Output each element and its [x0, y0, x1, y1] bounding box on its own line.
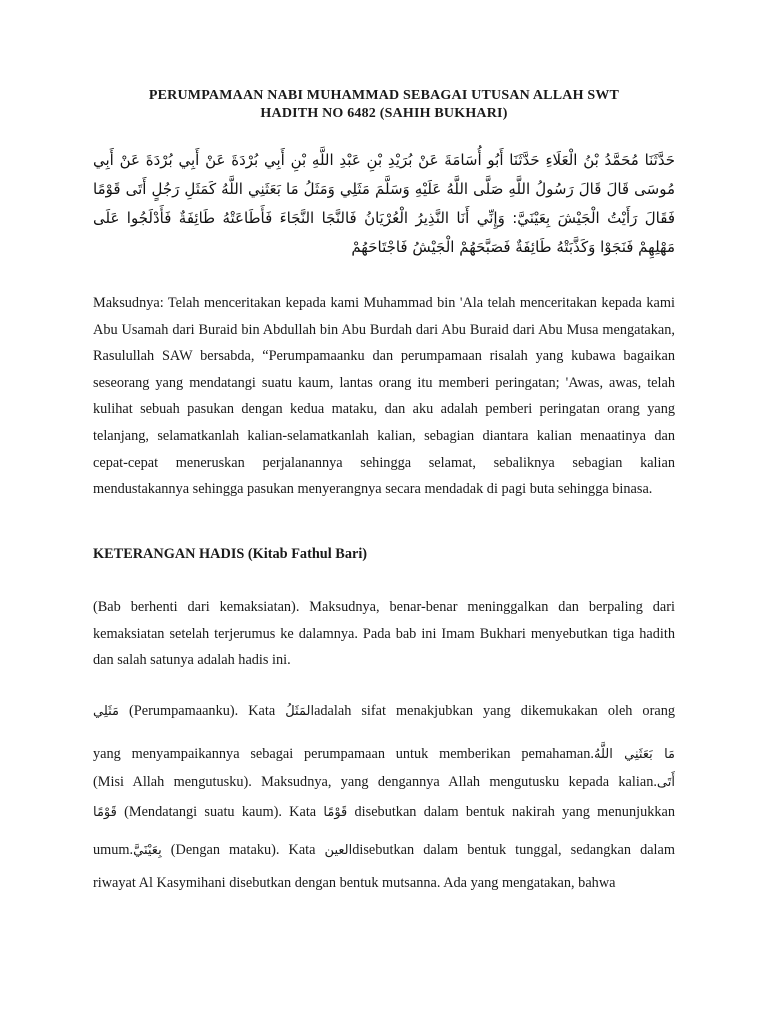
explanation-text: disebutkan dalam bentuk nakirah yang menunjukkan	[347, 804, 676, 820]
arabic-term: قَوْمًا	[323, 805, 348, 820]
explanation-text: (Perumpamaanku). Kata	[119, 703, 286, 719]
explanation-line-1	[93, 703, 675, 720]
arabic-term: أَتَى	[656, 775, 675, 790]
arabic-term: مَثَلِي	[93, 704, 120, 719]
keterangan-heading: KETERANGAN HADIS (Kitab Fathul Bari)	[93, 546, 368, 562]
explanation-text: adalah sifat menakjubkan yang dikemukakan oleh orang	[314, 703, 675, 719]
explanation-line-2	[93, 746, 675, 763]
explanation-text: disebutkan dalam bentuk tunggal, sedangkan dalam	[352, 842, 675, 858]
explanation-line-4	[93, 804, 675, 821]
explanation-text: riwayat Al Kasymihani disebutkan dengan bentuk mutsanna. Ada yang mengatakan, bahwa	[93, 875, 616, 891]
arabic-term: مَا بَعَثَنِي اللَّهُ	[593, 747, 676, 762]
explanation-text: (Dengan mataku). Kata	[161, 842, 325, 858]
explanation-text: (Mendatangi suatu kaum). Kata	[116, 804, 324, 820]
maksudnya-paragraph: Maksudnya: Telah menceritakan kepada kami Muhammad bin 'Ala telah menceritakan kepada kami Abu Usamah dari Buraid bin Abdullah bin Abu Burdah dari Abu Buraid dari Abu Musa mengatakan, Rasulullah SAW bersabda, “Perumpamaanku dan perumpamaan risalah yang kubawa bagaikan seseorang yang mendatangi suatu kaum, lantas orang itu memberi peringatan; 'Awas, awas, telah kulihat sebuah pasukan dengan kedua mataku, dan aku adalah pemberi peringatan orang yang telanjang, selamatkanlah kalian-selamatkanlah kalian, sebagian diantara kalian menaatinya dan cepat-cepat meneruskan perjalanannya sehingga selamat, sebaliknya sebagian kalian mendustakannya sehingga pasukan menyerangnya secara mendadak di pagi buta sehingga binasa.	[93, 295, 675, 498]
explanation-text: yang menyampaikannya sebagai perumpamaan untuk memberikan pemahaman.	[93, 746, 594, 762]
explanation-line-3	[93, 774, 675, 791]
explanation-text: umum.	[93, 842, 134, 858]
explanation-line-6	[93, 875, 675, 892]
explanation-line-5	[93, 842, 675, 859]
keterangan-paragraph: (Bab berhenti dari kemaksiatan). Maksudnya, benar-benar meninggalkan dan berpaling dari kemaksiatan setelah terjerumus ke dalamnya. Pada bab ini Imam Bukhari menyebutkan tiga hadith dan salah satunya adalah hadis ini.	[93, 599, 675, 669]
document-title-line-2: HADITH NO 6482 (SAHIH BUKHARI)	[260, 106, 508, 121]
arabic-term: المَثَلُ	[285, 704, 315, 719]
arabic-term: بِعَيْنَيَّ	[133, 843, 162, 858]
document-title-line-1: PERUMPAMAAN NABI MUHAMMAD SEBAGAI UTUSAN ALLAH SWT	[148, 88, 620, 103]
explanation-text: (Misi Allah mengutusku). Maksudnya, yang dengannya Allah mengutusku kepada kalian.	[93, 774, 657, 790]
arabic-term: العين	[324, 843, 353, 858]
arabic-term: قَوْمًا	[93, 805, 117, 820]
arabic-hadith-text: حَدَّثَنَا مُحَمَّدُ بْنُ الْعَلَاءِ حَدَّثَنَا أَبُو أُسَامَةَ عَنْ بُرَيْدِ بْنِ عَبْدِ اللَّهِ بْنِ أَبِي بُرْدَةَ عَنْ أَبِي بُرْدَةَ عَنْ أَبِي مُوسَى قَالَ قَالَ رَسُولُ اللَّهِ صَلَّى اللَّهُ عَلَيْهِ وَسَلَّمَ مَثَلِي وَمَثَلُ مَا بَعَثَنِي اللَّهُ كَمَثَلِ رَجُلٍ أَتَى قَوْمًا فَقَالَ رَأَيْتُ الْجَيْشَ بِعَيْنَيَّ: وَإِنِّي أَنَا النَّذِيرُ الْعُرْيَانُ فَالنَّجَا النَّجَاءَ فَأَطَاعَتْهُ طَائِفَةٌ فَأَدْلَجُوا عَلَى مَهْلِهِمْ فَنَجَوْا وَكَذَّبَتْهُ طَائِفَةٌ فَصَبَّحَهُمْ الْجَيْشُ فَاجْتَاحَهُمْ	[93, 151, 675, 256]
